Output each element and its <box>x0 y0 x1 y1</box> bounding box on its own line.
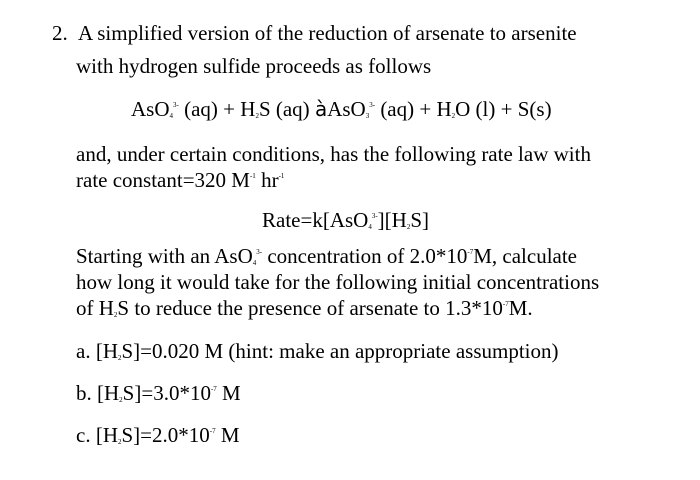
conditions-text: and, under certain conditions, has the following rate law with <box>76 142 591 166</box>
reaction-arrow-icon: à <box>314 97 328 121</box>
reduce-sup: -7 <box>502 300 509 308</box>
eq-text: (aq) + H <box>178 97 256 121</box>
part-b-sup: -7 <box>210 385 217 393</box>
rate-constant-hr: hr <box>255 168 279 192</box>
reduce-text-3: M. <box>508 296 533 320</box>
part-b <box>76 383 241 404</box>
rate-law-end: S] <box>410 208 430 232</box>
rate-constant-text: rate constant=320 M <box>76 168 250 192</box>
eq-sup: 3- <box>173 101 179 109</box>
part-b-text-1: b. [H <box>76 381 120 405</box>
eq-text-4: O (l) + S(s) <box>455 97 552 121</box>
eq-sub-3: 3 <box>365 112 370 120</box>
part-a-text-2: S]=0.020 M (hint: make an appropriate assumption) <box>121 339 559 363</box>
eq-sub-2: 2 <box>255 112 259 120</box>
question-number: 2. <box>52 21 68 45</box>
part-a <box>76 341 559 362</box>
rate-law <box>262 210 429 231</box>
intro-text-2: with hydrogen sulfide proceeds as follows <box>76 54 432 78</box>
reduce-sub: 2 <box>113 311 118 319</box>
starting-text-2: concentration of 2.0*10 <box>262 244 468 268</box>
part-a-text-1: a. [H <box>76 339 118 363</box>
eq-aso3: AsO <box>327 97 366 121</box>
concentrations-text: how long it would take for the following initial concentrations <box>76 270 600 294</box>
part-b-sub: 2 <box>119 396 123 404</box>
rate-constant-sup-2: -1 <box>278 172 285 180</box>
question-intro-line-1 <box>52 23 577 44</box>
part-c-sub: 2 <box>117 438 122 446</box>
part-c <box>76 425 240 446</box>
eq-sub-4: 2 <box>451 112 456 120</box>
rate-constant-sup: -1 <box>249 172 256 180</box>
part-c-text-1: c. [H <box>76 423 118 447</box>
starting-text-1: Starting with an AsO <box>76 244 253 268</box>
reduce-line <box>76 298 533 319</box>
rate-constant-line <box>76 170 284 191</box>
intro-text: A simplified version of the reduction of arsenate to arsenite <box>78 21 577 45</box>
starting-sub: 4 <box>252 259 257 267</box>
part-b-text-3: M <box>216 381 241 405</box>
concentrations-line <box>76 272 599 293</box>
rate-law-mid: ][H <box>377 208 407 232</box>
rate-law-sub-2: 2 <box>406 223 411 231</box>
eq-aso: AsO <box>131 97 170 121</box>
eq-sup-2: 3- <box>369 101 376 109</box>
part-b-text-2: S]=3.0*10 <box>122 381 211 405</box>
starting-sup-2: -7 <box>467 248 474 256</box>
rate-law-sup: 3- <box>371 212 378 220</box>
question-intro-line-2 <box>76 56 431 77</box>
rate-law-sub: 4 <box>368 223 372 231</box>
eq-text-3: (aq) + H <box>375 97 452 121</box>
starting-text-3: M, calculate <box>473 244 577 268</box>
reduce-text-1: of H <box>76 296 114 320</box>
eq-sub: 4 <box>169 112 174 120</box>
part-c-sup: -7 <box>209 427 216 435</box>
conditions-line <box>76 144 591 165</box>
eq-text-2: S (aq) <box>258 97 315 121</box>
part-a-sub: 2 <box>117 354 122 362</box>
part-c-text-2: S]=2.0*10 <box>121 423 210 447</box>
part-c-text-3: M <box>215 423 240 447</box>
reduce-text-2: S to reduce the presence of arsenate to 1.3*10 <box>117 296 503 320</box>
reaction-equation <box>131 99 552 120</box>
rate-law-text: Rate=k[AsO <box>262 208 369 232</box>
starting-line <box>76 246 577 267</box>
starting-sup: 3- <box>256 248 263 256</box>
